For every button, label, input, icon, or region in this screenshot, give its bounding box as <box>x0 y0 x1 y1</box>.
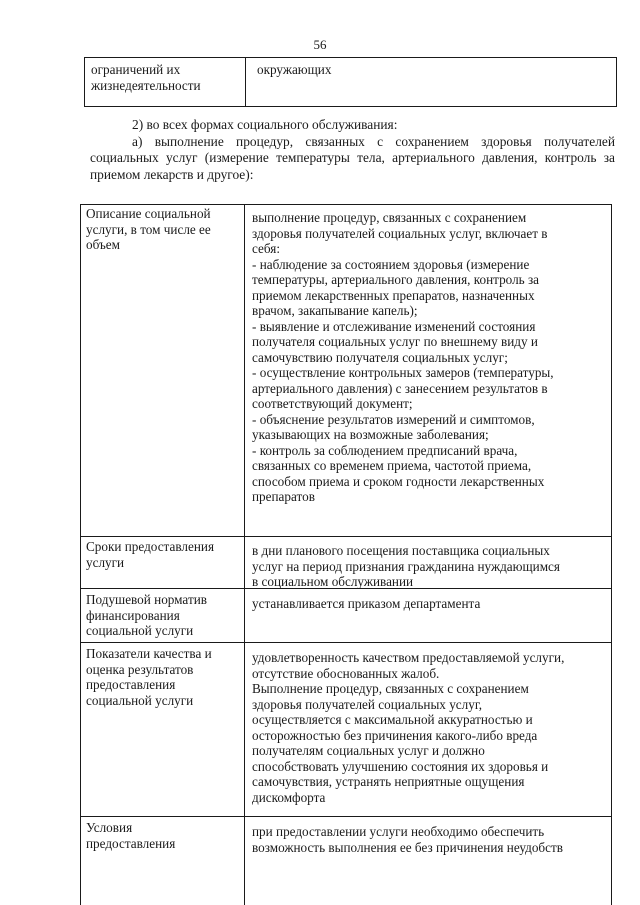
column-divider <box>245 58 246 106</box>
page-number: 56 <box>313 37 327 52</box>
table-row-label: Показатели качества и оценка результатов предоставления социальной услуги <box>86 646 212 708</box>
table-column-divider <box>244 204 245 905</box>
table-row-label: Подушевой норматив финансирования социальной услуги <box>86 592 207 639</box>
table-row-label: Описание социальной услуги, в том числе ее объем <box>86 206 211 253</box>
table-border-left <box>80 204 81 905</box>
row-divider <box>80 642 612 643</box>
top-table-value: окружающих <box>257 62 332 77</box>
section-intro <box>90 117 615 183</box>
row-divider <box>80 816 612 817</box>
row-divider <box>80 536 612 537</box>
table-border-right <box>611 204 612 905</box>
top-table-label: ограничений их жизнедеятельности <box>91 62 201 93</box>
table-row-value: устанавливается приказом департамента <box>252 596 481 611</box>
table-border-top <box>80 204 612 205</box>
table-row-value: в дни планового посещения поставщика социальных услуг на период признания гражданина нуждающимся в социальном обслуживании <box>252 543 560 589</box>
table-row-value: удовлетворенность качеством предоставляемой услуги, отсутствие обоснованных жалоб. Выполнение процедур, связанных с сохранением здоровья получателей социальных услуг, осуществляется с максимальной аккуратностью и осторожностью без причинения какого-либо вреда получателям социальных услуг и должно способствовать улучшению состояния их здоровья и самочувствия, устранять неприятные ощущения дискомфорта <box>252 650 565 805</box>
table-row-label: Сроки предоставления услуги <box>86 539 215 570</box>
subsection-heading: а) выполнение процедур, связанных с сохранением здоровья получателей социальных услуг (измерение температуры тела, артериального давления, контроль за приемом лекарств и другое): <box>90 133 615 182</box>
section-heading: 2) во всех формах социального обслуживания: <box>132 117 398 132</box>
table-row-value: при предоставлении услуги необходимо обеспечить возможность выполнения ее без причинения неудобств <box>252 824 563 855</box>
service-table <box>80 204 612 905</box>
continued-table-fragment <box>84 57 617 107</box>
table-row-label: Условия предоставления <box>86 820 176 851</box>
table-row-value: выполнение процедур, связанных с сохранением здоровья получателей социальных услуг, включает в себя: - наблюдение за состоянием здоровья (измерение температуры, артериального давления, контроль за приемом лекарственных препаратов, назначенных врачом, закапывание капель); - выявление и отслеживание изменений состояния получателя социальных услуг по внешнему виду и самочувствию получателя социальных услуг; - осуществление контрольных замеров (температуры, артериального давления) с занесением результатов в соответствующий документ; - объяснение результатов измерений и симптомов, указывающих на возможные заболевания; - контроль за соблюдением предписаний врача, связанных со временем приема, частотой приема, способом приема и сроком годности лекарственных препаратов <box>252 210 554 504</box>
